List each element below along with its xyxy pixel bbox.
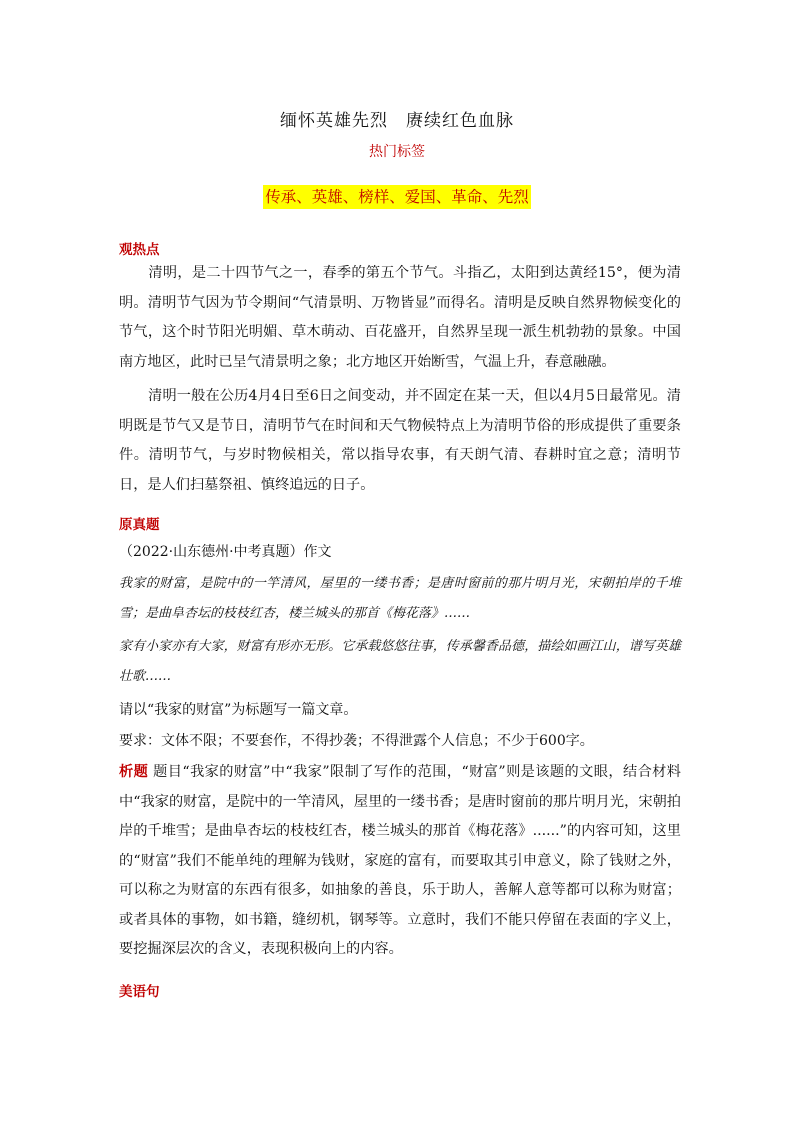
document-subtitle: 热门标签 [369, 144, 425, 160]
exam-requirements: 要求：文体不限；不要套作，不得抄袭；不得泄露个人信息；不少于600字。 [119, 733, 594, 749]
analysis-text: 题目“我家的财富”中“我家”限制了写作的范围，“财富”则是该题的文眼，结合材料中“我家的财富，是院中的一竿清风，屋里的一缕书香；是唐时窗前的那片明月光，宋朝拍岸的千堆雪；是曲阜杏坛的枝枝红杏，楼兰城头的那首《梅花落》......”的内容可知，这里的“财富”我们不能单纯的理解为钱财，家庭的富有，而要取其引申意义，除了钱财之外，可以称之为财富的东西有很多，如抽象的善良，乐于助人，善解人意等都可以称为财富；或者具体的事物，如书籍，缝纫机，钢琴等。立意时，我们不能只停留在表面的字义上，要挖掘深层次的含义，表现积极向上的内容。 [119, 764, 681, 957]
document-title: 缅怀英雄先烈 赓续红色血脉 [280, 111, 514, 131]
hot-paragraph-2 [119, 382, 681, 500]
section-heading-beauty: 美语句 [119, 984, 160, 1000]
analysis-label: 析题 [119, 764, 149, 780]
hot-paragraph-1 [119, 259, 681, 377]
tags-row [0, 185, 794, 209]
exam-quote-1-text: 我家的财富，是院中的一竿清风，屋里的一缕书香；是唐时窗前的那片明月光，宋朝拍岸的千堆雪；是曲阜杏坛的枝枝红杏，楼兰城头的那首《梅花落》…… [119, 576, 681, 621]
exam-source: （2022·山东德州·中考真题）作文 [119, 544, 332, 560]
hot-tags: 传承、英雄、榜样、爱国、革命、先烈 [263, 185, 531, 209]
exam-quote-2 [119, 632, 681, 691]
exam-quote-1 [119, 569, 681, 628]
exam-analysis [119, 758, 681, 965]
exam-quote-2-text: 家有小家亦有大家，财富有形亦无形。它承载悠悠往事，传承馨香品德，描绘如画江山，谱写英雄壮歌…… [119, 639, 681, 684]
section-heading-exam: 原真题 [119, 517, 160, 533]
hot-paragraph-1-text: 清明，是二十四节气之一，春季的第五个节气。斗指乙，太阳到达黄经15°，便为清明。清明节气因为节令期间“气清景明、万物皆显”而得名。清明是反映自然界物候变化的节气，这个时节阳光明媚、草木萌动、百花盛开，自然界呈现一派生机勃勃的景象。中国南方地区，此时已呈气清景明之象；北方地区开始断雪，气温上升，春意融融。 [119, 265, 681, 370]
section-heading-hot: 观热点 [119, 242, 160, 258]
exam-prompt: 请以“我家的财富”为标题写一篇文章。 [119, 702, 358, 718]
hot-paragraph-2-text: 清明一般在公历4月4日至6日之间变动，并不固定在某一天，但以4月5日最常见。清明既是节气又是节日，清明节气在时间和天气物候特点上为清明节俗的形成提供了重要条件。清明节气，与岁时物候相关，常以指导农事，有天朗气清、春耕时宜之意；清明节日，是人们扫墓祭祖、慎终追远的日子。 [119, 388, 681, 493]
